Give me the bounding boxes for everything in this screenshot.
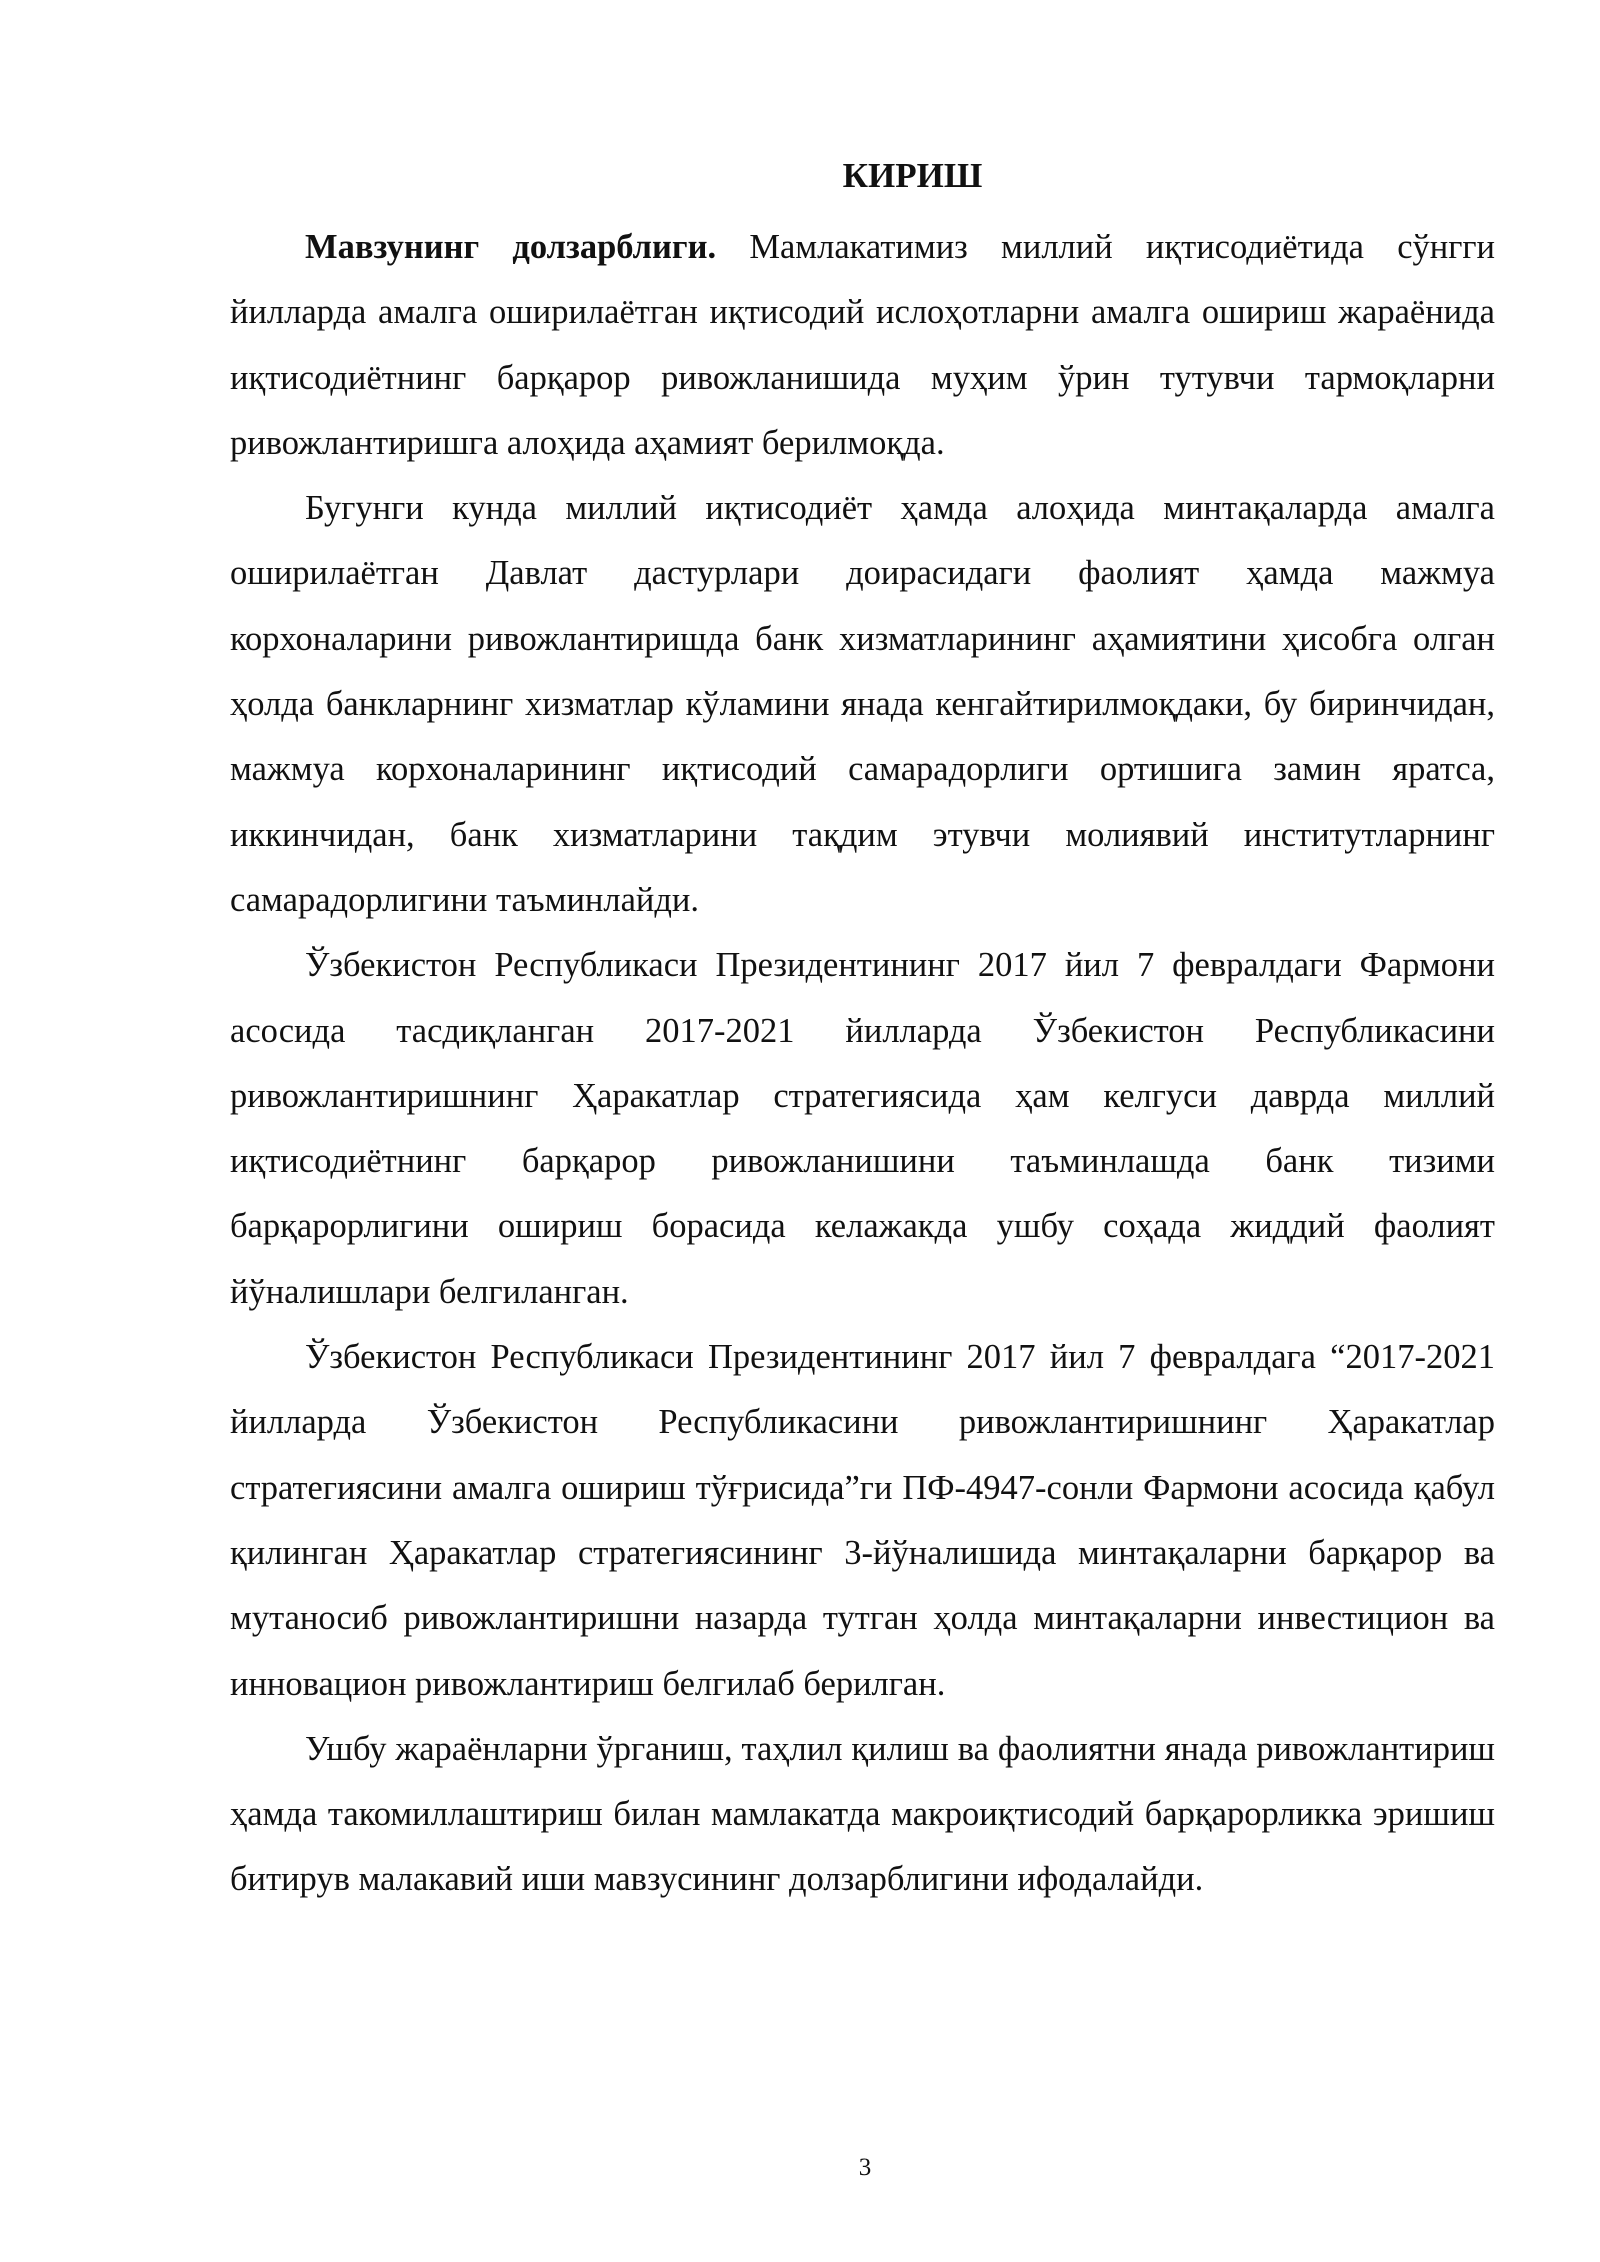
page-content [230,150,1495,1913]
paragraph-action-strategy: Ўзбекистон Республикаси Президентининг 2017 йил 7 февралдаги Фармони асосида тасдиқланган 2017-2021 йилларда Ўзбекистон Республикасини ривожлантиришнинг Ҳаракатлар стратегиясида ҳам келгуси даврда миллий иқтисодиётнинг барқарор ривожланишини таъминлашда банк тизими барқарорлигини ошириш борасида келажакда ушбу соҳада жиддий фаолият йўналишлари белгиланган. [230,946,1495,1311]
page-number: 3 [858,2154,872,2181]
paragraph-lead: Мавзунинг долзарблиги. [305,228,717,266]
paragraph-text: Мамлакатимиз миллий иқтисодиётида сўнгги йилларда амалга оширилаётган иқтисодий ислоҳотларни амалга ошириш жараёнида иқтисодиётнинг барқарор ривожланишида муҳим ўрин тутувчи тармоқларни ривожлантиришга алоҳида аҳамият берилмоқда. [230,228,1495,462]
section-heading: КИРИШ [842,156,983,195]
paragraph-relevance [230,215,1495,476]
paragraph-conclusion: Ушбу жараёнларни ўрганиш, таҳлил қилиш ва фаолиятни янада ривожлантириш ҳамда такомиллаштириш билан мамлакатда макроиқтисодий барқарорликка эришиш битирув малакавий иши мавзусининг долзарблигини ифодалайди. [230,1729,1495,1899]
paragraph-banking-services: Бугунги кунда миллий иқтисодиёт ҳамда алоҳида минтақаларда амалга оширилаётган Давлат дастурлари доирасидаги фаолият ҳамда мажмуа корхоналарини ривожлантиришда банк хизматларининг аҳамиятини ҳисобга олган ҳолда банкларнинг хизматлар кўламини янада кенгайтирилмоқдаки, бу биринчидан, мажмуа корхоналарининг иқтисодий самарадорлиги ортишига замин яратса, иккинчидан, банк хизматларини тақдим этувчи молиявий институтларнинг самарадорлигини таъминлайди. [230,489,1495,919]
paragraph-presidential-decree: Ўзбекистон Республикаси Президентининг 2017 йил 7 февралдага “2017-2021 йилларда Ўзбекистон Республикасини ривожлантиришнинг Ҳаракатлар стратегиясини амалга ошириш тўғрисида”ги ПФ-4947-сонли Фармони асосида қабул қилинган Ҳаракатлар стратегиясининг 3-йўналишида минтақаларни барқарор ва мутаносиб ривожлантиришни назарда тутган ҳолда минтақаларни инвестицион ва инновацион ривожлантириш белгилаб берилган. [230,1338,1495,1703]
